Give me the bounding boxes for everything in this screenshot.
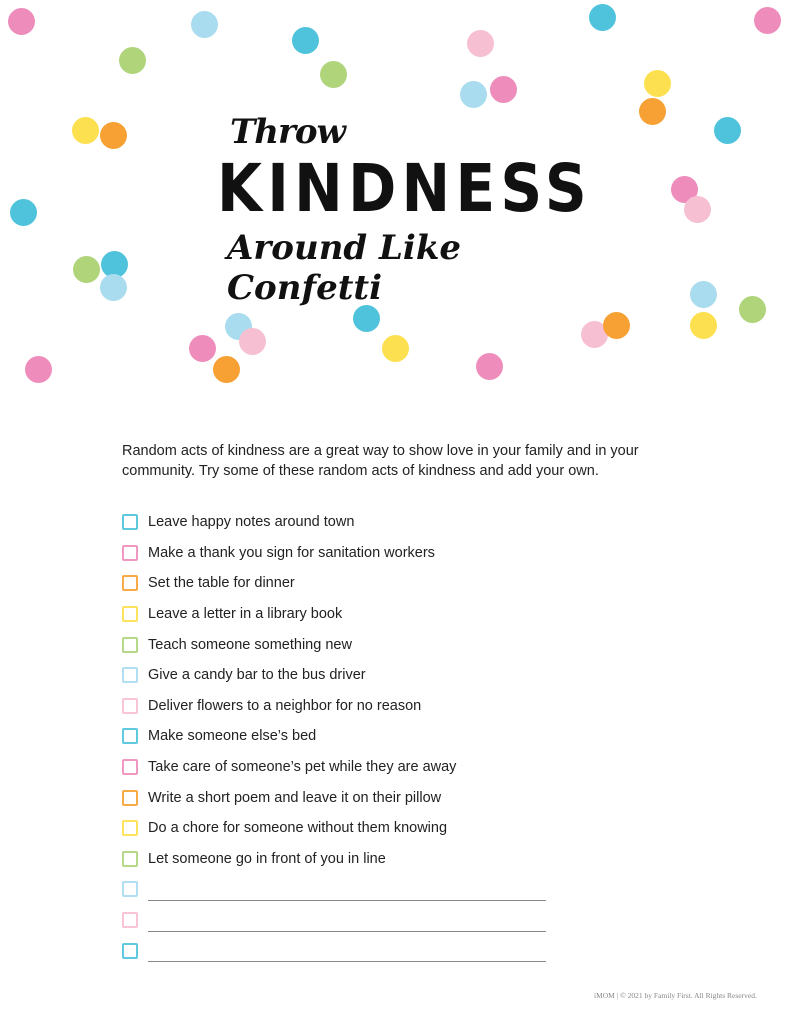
intro-paragraph: Random acts of kindness are a great way to show love in your family and in your community. Try some of these random acts of kindness and add your own. <box>122 442 639 479</box>
checkbox[interactable] <box>122 637 138 653</box>
checklist-item-blank <box>122 905 546 936</box>
confetti-dot <box>189 335 216 362</box>
checklist-item <box>122 813 546 844</box>
checkbox[interactable] <box>122 667 138 683</box>
checkbox[interactable] <box>122 912 138 928</box>
confetti-dot <box>8 8 35 35</box>
confetti-dot <box>690 312 717 339</box>
page-title <box>215 112 593 308</box>
confetti-dot <box>476 353 503 380</box>
confetti-dot <box>690 281 717 308</box>
confetti-dot <box>100 122 127 149</box>
checkbox[interactable] <box>122 881 138 897</box>
checkbox[interactable] <box>122 851 138 867</box>
copyright-footer: iMOM | © 2021 by Family First. All Rights Reserved. <box>594 991 757 1000</box>
confetti-dot <box>292 27 319 54</box>
confetti-dot <box>191 11 218 38</box>
checklist-item-label: Let someone go in front of you in line <box>148 850 386 867</box>
checkbox[interactable] <box>122 514 138 530</box>
checkbox[interactable] <box>122 728 138 744</box>
checklist-item-label: Teach someone something new <box>148 636 352 653</box>
checklist-item <box>122 660 546 691</box>
confetti-dot <box>684 196 711 223</box>
confetti-dot <box>213 356 240 383</box>
confetti-dot <box>25 356 52 383</box>
confetti-dot <box>754 7 781 34</box>
checklist-item-label: Set the table for dinner <box>148 575 295 592</box>
checklist-item-label: Make a thank you sign for sanitation workers <box>148 544 435 561</box>
checklist-item <box>122 538 546 569</box>
confetti-dot <box>644 70 671 97</box>
checklist-item <box>122 568 546 599</box>
confetti-dot <box>739 296 766 323</box>
confetti-dot <box>603 312 630 339</box>
confetti-dot <box>467 30 494 57</box>
confetti-dot <box>382 335 409 362</box>
confetti-dot <box>353 305 380 332</box>
confetti-dot <box>589 4 616 31</box>
checklist-item-blank <box>122 935 546 966</box>
checklist-item <box>122 599 546 630</box>
checklist-item <box>122 691 546 722</box>
title-line-kindness: KINDNESS <box>217 150 593 227</box>
checklist-item <box>122 844 546 875</box>
write-in-line[interactable] <box>148 917 546 932</box>
kindness-checklist <box>122 507 546 966</box>
confetti-dot <box>320 61 347 88</box>
confetti-dot <box>639 98 666 125</box>
checkbox[interactable] <box>122 943 138 959</box>
checkbox[interactable] <box>122 759 138 775</box>
write-in-line[interactable] <box>148 886 546 901</box>
checklist-item <box>122 752 546 783</box>
checklist-item-label: Make someone else’s bed <box>148 728 317 745</box>
checklist-item <box>122 507 546 538</box>
confetti-dot <box>714 117 741 144</box>
checkbox[interactable] <box>122 606 138 622</box>
confetti-dot <box>239 328 266 355</box>
title-line-around-like-confetti: Around Like Confetti <box>227 228 462 308</box>
write-in-line[interactable] <box>148 947 546 962</box>
confetti-dot <box>10 199 37 226</box>
title-line-throw: Throw <box>230 112 345 152</box>
checklist-item-label: Do a chore for someone without them knowing <box>148 820 448 837</box>
checkbox[interactable] <box>122 698 138 714</box>
confetti-dot <box>119 47 146 74</box>
confetti-dot <box>100 274 127 301</box>
checklist-item-blank <box>122 874 546 905</box>
checkbox[interactable] <box>122 575 138 591</box>
confetti-dot <box>490 76 517 103</box>
checklist-item-label: Write a short poem and leave it on their pillow <box>148 789 442 806</box>
checkbox[interactable] <box>122 790 138 806</box>
checklist-item-label: Give a candy bar to the bus driver <box>148 667 366 684</box>
checklist-item <box>122 629 546 660</box>
checklist-item <box>122 721 546 752</box>
checklist-item <box>122 782 546 813</box>
checklist-item-label: Leave a letter in a library book <box>148 606 343 623</box>
checklist-item-label: Deliver flowers to a neighbor for no reason <box>148 697 422 714</box>
confetti-dot <box>460 81 487 108</box>
checklist-item-label: Take care of someone’s pet while they are away <box>148 759 457 776</box>
checkbox[interactable] <box>122 545 138 561</box>
checkbox[interactable] <box>122 820 138 836</box>
confetti-dot <box>72 117 99 144</box>
checklist-item-label: Leave happy notes around town <box>148 514 355 531</box>
confetti-dot <box>73 256 100 283</box>
